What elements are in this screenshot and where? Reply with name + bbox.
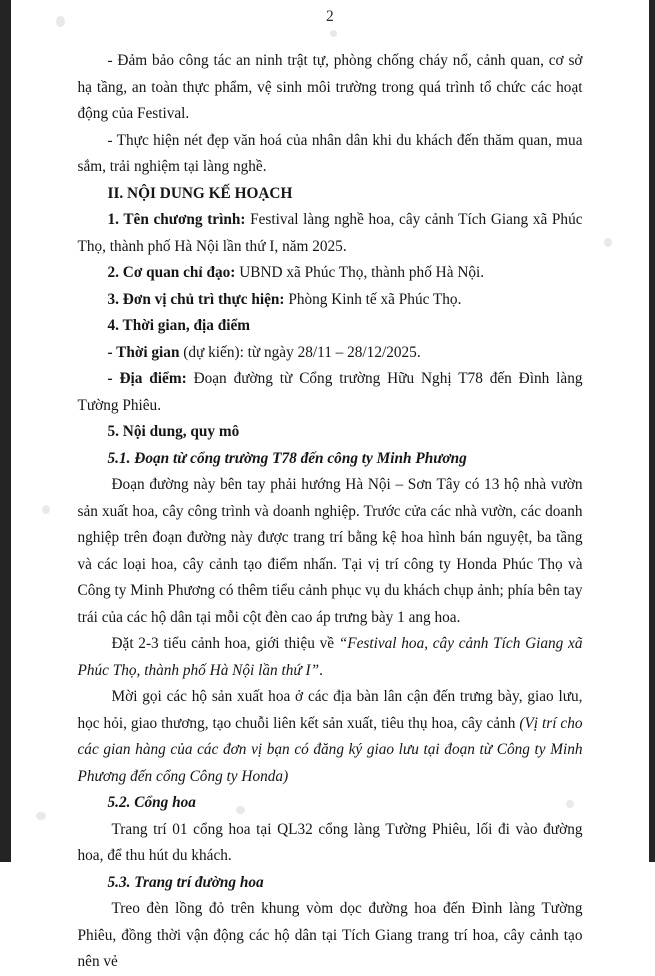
- quote-tail-text: .: [319, 661, 323, 679]
- label-item-3: 3. Đơn vị chủ trì thực hiện:: [107, 290, 285, 308]
- body-item-4-time: (dự kiến): từ ngày 28/11 – 28/12/2025.: [179, 343, 421, 361]
- body-item-2: UBND xã Phúc Thọ, thành phố Hà Nội.: [235, 264, 485, 281]
- label-item-1: 1. Tên chương trình:: [107, 211, 246, 228]
- paragraph-item-1-program-name: [78, 207, 583, 260]
- booth-location-note: (Vị trí cho các gian hàng của các đơn vị bạn có đăng ký giao lưu tại đoạn từ Công ty Minh Phương đến cổng Công ty Honda): [77, 714, 583, 785]
- invitation-lead-text: Mời gọi các hộ sản xuất hoa ở các địa bàn lân cận đến trưng bày, giao lưu, học hỏi, giao thương, tạo chuỗi liên kết sản xuất, tiêu thụ hoa, cây cảnh: [77, 688, 583, 732]
- festival-title-quote: “Festival hoa, cây cảnh Tích Giang xã Phúc Thọ, thành phố Hà Nội lần thứ I”: [77, 635, 583, 679]
- heading-sub-5-2: 5.2. Cổng hoa: [107, 794, 196, 811]
- paragraph-sub-5-1-invitation: [78, 684, 583, 790]
- label-item-4-time: - Thời gian: [107, 343, 180, 361]
- paper-sheet: [11, 0, 649, 970]
- scan-edge-right: [649, 0, 655, 862]
- paragraph-sub-5-3-body: Treo đèn lồng đỏ trên khung vòm dọc đường hoa đến Đình làng Tường Phiêu, đồng thời vận động các hộ dân tại Tích Giang trang trí hoa, cây cảnh tạo nên vẻ: [77, 900, 583, 970]
- heading-item-4-time-place: 4. Thời gian, địa điểm: [107, 317, 250, 334]
- label-item-2: 2. Cơ quan chỉ đạo:: [107, 264, 236, 281]
- paragraph-item-4-time: [78, 340, 583, 367]
- heading-sub-5-3: 5.3. Trang trí đường hoa: [107, 873, 264, 891]
- body-item-1: Festival làng nghề hoa, cây cảnh Tích Giang xã Phúc Thọ, thành phố Hà Nội lần thứ I, năm 2025.: [77, 211, 583, 255]
- paragraph-item-2-directing-agency: [78, 260, 583, 287]
- body-item-4-place: Đoạn đường từ Cổng trường Hữu Nghị T78 đến Đình làng Tường Phiêu.: [77, 370, 583, 414]
- paragraph-sub-5-1-quote: [78, 631, 583, 684]
- page-number: 2: [325, 8, 335, 25]
- paragraph-bullet-culture: - Thực hiện nét đẹp văn hoá của nhân dân khi du khách đến thăm quan, mua sắm, trải nghiệm tại làng nghề.: [77, 131, 583, 175]
- document-body: [78, 26, 583, 976]
- body-item-3: Phòng Kinh tế xã Phúc Thọ.: [284, 290, 462, 308]
- paragraph-bullet-security: - Đảm bảo công tác an ninh trật tự, phòng chống cháy nổ, cảnh quan, cơ sở hạ tầng, an toàn thực phẩm, vệ sinh môi trường trong quá trình tổ chức các hoạt động của Festival.: [77, 52, 583, 122]
- paragraph-item-3-lead-unit: [78, 287, 583, 314]
- heading-section-ii: II. NỘI DUNG KẾ HOẠCH: [107, 184, 293, 202]
- heading-item-5-content-scale: 5. Nội dung, quy mô: [107, 423, 240, 440]
- scan-edge-left: [0, 0, 11, 862]
- label-item-4-place: - Địa điểm:: [107, 370, 187, 387]
- paragraph-sub-5-1-body: Đoạn đường này bên tay phải hướng Hà Nội – Sơn Tây có 13 hộ nhà vườn sản xuất hoa, cây công trình và doanh nghiệp. Trước cửa các nhà vườn, các doanh nghiệp trên đoạn đường này được trang trí bằng kệ hoa hình bán nguyệt, ba tầng và các loại hoa, cây cảnh tạo điểm nhấn. Tại vị trí công ty Honda Phúc Thọ và Công ty Minh Phương có thêm tiểu cảnh phục vụ du khách chụp ảnh; phía bên tay trái của các hộ dân tại mỗi cột đèn cao áp trưng bày 1 ang hoa.: [77, 476, 583, 626]
- paragraph-sub-5-2-body: Trang trí 01 cổng hoa tại QL32 cổng làng Tường Phiêu, lối đi vào đường hoa, để thu hút du khách.: [77, 820, 583, 864]
- heading-sub-5-1: 5.1. Đoạn từ cổng trường T78 đến công ty Minh Phương: [107, 449, 467, 467]
- quote-lead-text: Đặt 2-3 tiểu cảnh hoa, giới thiệu về: [111, 635, 339, 652]
- paragraph-item-4-place: [78, 366, 583, 419]
